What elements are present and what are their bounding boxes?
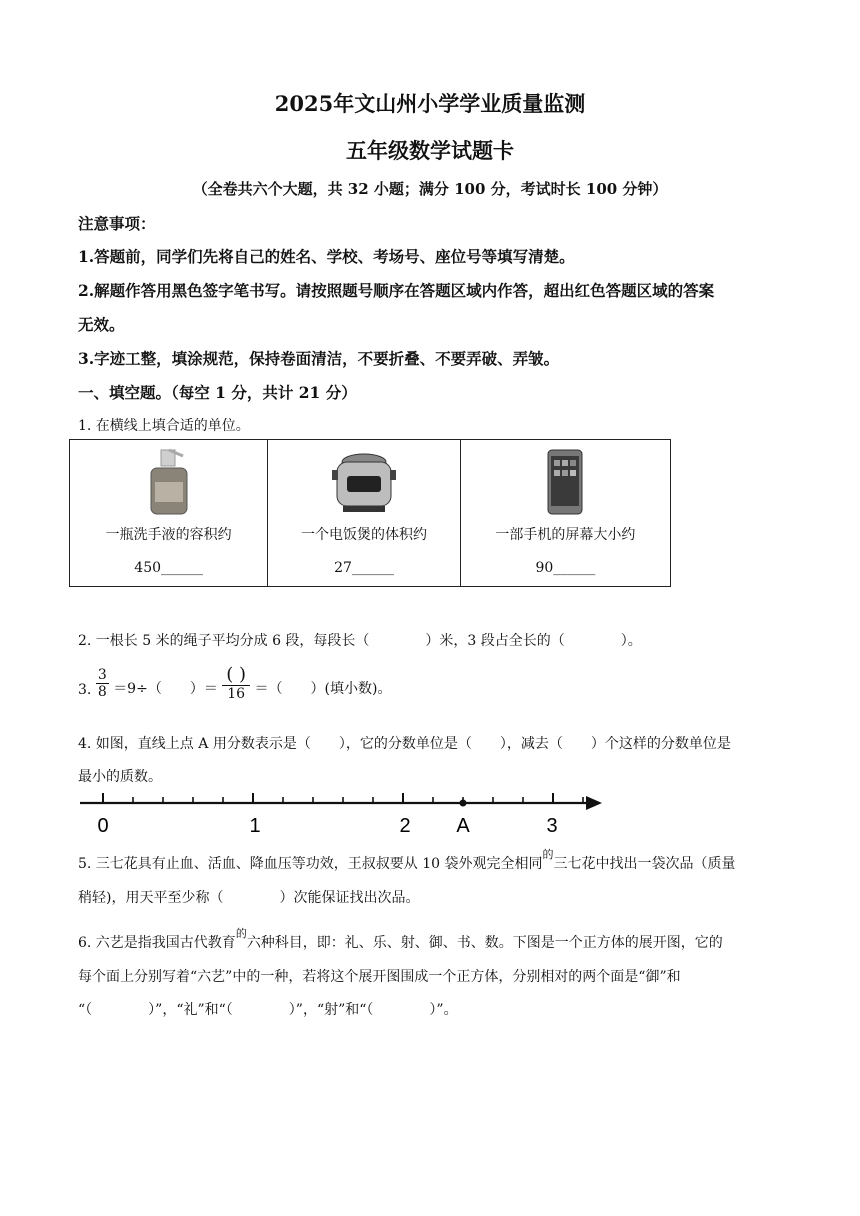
fraction-denominator: 16 [227,686,246,702]
rice-cooker-icon [268,448,459,518]
table-cell [460,440,670,587]
question-6-text-a: 6. 六艺是指我国古代教育 [78,935,236,951]
table-cell-caption: 一部手机的屏幕大小约 [495,527,636,543]
fraction-denominator: 8 [97,683,107,700]
number-line-arrow [586,796,602,810]
point-a-label: A [456,815,470,837]
mobile-phone-icon [461,448,670,518]
exam-title: 2025年文山州小学学业质量监测 [274,91,586,116]
question-5-line-1 [78,848,736,873]
question-5-line-2: 稍轻)，用天平至少称（ ）次能保证找出次品。 [78,890,420,906]
fraction-3-8 [96,667,109,700]
section-heading: 一、填空题。（每空 1 分，共计 21 分） [78,383,357,402]
notice-item-2-cont: 无效。 [78,315,125,334]
exam-info: （全卷共六个大题，共 32 小题；满分 100 分，考试时长 100 分钟） [192,180,668,198]
question-3-tail: ＝（ ）(填小数)。 [254,681,392,697]
point-a-dot [460,800,467,807]
tick-label-1: 1 [249,815,261,837]
question-6-sup: 的 [235,927,247,940]
question-3-number: 3. [78,682,92,698]
question-5-text-a: 5. 三七花具有止血、活血、降血压等功效，王叔叔要从 10 袋外观完全相同 [78,856,543,872]
notice-item-2: 2.解题作答用黑色签字笔书写。请按照题号顺序在答题区域内作答，超出红色答题区域的答案 [78,281,715,300]
table-cell [70,440,268,587]
fraction-blank-16 [222,664,250,702]
question-1-text: 1. 在横线上填合适的单位。 [78,418,250,434]
question-4-line-2: 最小的质数。 [78,769,162,785]
number-line-ticks [103,793,583,803]
question-3-mid: ＝9÷（ ）＝ [113,681,218,697]
question-6-line-3: “（ ）”，“礼”和“（ ）”，“射”和“（ ）”。 [78,1002,458,1018]
question-2-text: 2. 一根长 5 米的绳子平均分成 6 段，每段长（ ）米，3 段占全长的（ ）。 [78,633,642,649]
question-5-text-b: 三七花中找出一袋次品（质量 [553,856,736,872]
question-6-line-2: 每个面上分别写着“六艺”中的一种，若将这个展开图围成一个正方体，分别相对的两个面是“御”和 [78,969,681,985]
question-4-line-1: 4. 如图，直线上点 A 用分数表示是（ ），它的分数单位是（ ），减去（ ）个这样的分数单位是 [78,736,731,752]
fraction-numerator: 3 [97,666,107,683]
table-cell [268,440,460,587]
tick-label-3: 3 [546,815,558,837]
question-6-line-1 [78,927,723,952]
question-6-text-b: 六种科目，即：礼、乐、射、御、书、数。下图是一个正方体的展开图，它的 [246,935,723,951]
number-line [78,790,608,844]
table-cell-value: 450______ [134,560,204,576]
notice-heading: 注意事项： [78,214,156,233]
notice-item-1: 1.答题前，同学们先将自己的姓名、学校、考场号、座位号等填写清楚。 [78,247,575,266]
table-cell-value: 27______ [334,560,394,576]
table-cell-caption: 一个电饭煲的体积约 [301,527,428,543]
tick-label-2: 2 [399,815,411,837]
hand-soap-bottle-icon [70,448,267,518]
notice-item-3: 3.字迹工整，填涂规范，保持卷面清洁，不要折叠、不要弄破、弄皱。 [78,349,560,368]
number-line-svg [78,790,608,840]
exam-subtitle-grade: 五年级数学试题卡 [346,138,514,163]
table-cell-caption: 一瓶洗手液的容积约 [105,527,232,543]
tick-label-0: 0 [97,815,109,837]
question-5-sup: 的 [542,848,554,861]
question-3 [78,664,391,702]
fraction-numerator-blank: ( ) [222,664,250,686]
question-1-table [69,439,671,587]
table-cell-value: 90______ [535,560,596,576]
